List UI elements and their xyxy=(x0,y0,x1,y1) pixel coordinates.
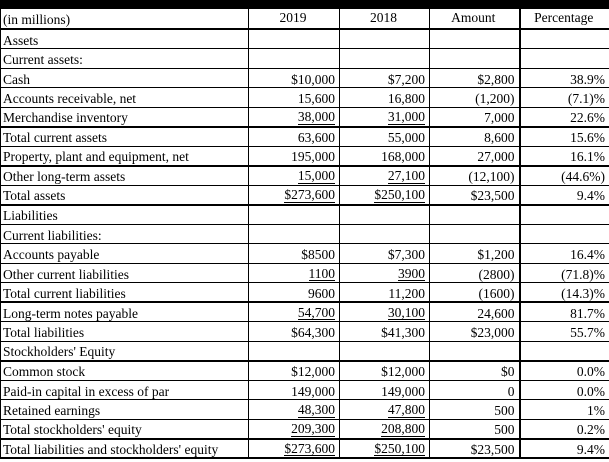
table-row xyxy=(1,263,609,283)
cell-2018 xyxy=(340,400,430,420)
cell-2019 xyxy=(249,224,340,244)
cell-2019 xyxy=(249,341,340,361)
table-row xyxy=(1,244,609,264)
cell-percentage: 9.4% xyxy=(520,439,609,459)
cell-2018-value: 31,000 xyxy=(387,109,425,124)
cell-2019: 195,000 xyxy=(249,146,340,166)
row-label: Property, plant and equipment, net xyxy=(1,146,249,166)
cell-2018 xyxy=(340,107,430,127)
row-label: Accounts payable xyxy=(1,244,249,264)
row-label: Current assets: xyxy=(1,49,249,69)
cell-amount: $2,800 xyxy=(430,68,520,88)
row-label: Cash xyxy=(1,68,249,88)
row-label: Common stock xyxy=(1,361,249,381)
cell-2018: 55,000 xyxy=(340,127,430,147)
cell-2019-value: 15,000 xyxy=(297,168,335,183)
cell-percentage: 16.4% xyxy=(520,244,609,264)
cell-2018: $41,300 xyxy=(340,322,430,342)
cell-2019 xyxy=(249,263,340,283)
table-row xyxy=(1,380,609,400)
cell-2018: $7,300 xyxy=(340,244,430,264)
cell-percentage: 81.7% xyxy=(520,302,609,322)
cell-percentage: (7.1)% xyxy=(520,88,609,108)
cell-percentage: 0.0% xyxy=(520,380,609,400)
cell-2018-value: $250,100 xyxy=(374,440,425,456)
column-header-amount: Amount xyxy=(430,8,520,29)
cell-amount: 500 xyxy=(430,400,520,420)
cell-percentage: (44.6%) xyxy=(520,166,609,186)
table-row xyxy=(1,49,609,69)
header-row xyxy=(1,8,609,29)
table-row xyxy=(1,302,609,322)
row-label: Merchandise inventory xyxy=(1,107,249,127)
cell-amount: $23,500 xyxy=(430,185,520,205)
row-label: Total liabilities xyxy=(1,322,249,342)
row-label: Long-term notes payable xyxy=(1,302,249,322)
cell-amount: (12,100) xyxy=(430,166,520,186)
cell-2018: $7,200 xyxy=(340,68,430,88)
cell-percentage: (71.8)% xyxy=(520,263,609,283)
cell-2019 xyxy=(249,439,340,459)
cell-2018 xyxy=(340,439,430,459)
table-row xyxy=(1,283,609,303)
cell-2019: 9600 xyxy=(249,283,340,303)
cell-2019 xyxy=(249,166,340,186)
row-label: Accounts receivable, net xyxy=(1,88,249,108)
cell-amount xyxy=(430,341,520,361)
cell-percentage: 0.0% xyxy=(520,361,609,381)
cell-2019-value: $273,600 xyxy=(284,440,335,456)
cell-amount xyxy=(430,224,520,244)
table-row xyxy=(1,127,609,147)
table-row xyxy=(1,107,609,127)
table-row xyxy=(1,341,609,361)
cell-amount: 0 xyxy=(430,380,520,400)
cell-amount: $1,200 xyxy=(430,244,520,264)
cell-percentage: 22.6% xyxy=(520,107,609,127)
row-label: Total assets xyxy=(1,185,249,205)
cell-2019: $8500 xyxy=(249,244,340,264)
table-row xyxy=(1,400,609,420)
cell-2018 xyxy=(340,166,430,186)
cell-2019: 15,600 xyxy=(249,88,340,108)
row-label: Stockholders' Equity xyxy=(1,341,249,361)
column-header-2019: 2019 xyxy=(249,8,340,29)
cell-amount: 7,000 xyxy=(430,107,520,127)
cell-percentage: 15.6% xyxy=(520,127,609,147)
column-header-2018: 2018 xyxy=(340,8,430,29)
cell-2018-value: 3900 xyxy=(398,265,425,281)
cell-amount: $23,500 xyxy=(430,439,520,459)
cell-2019-value: $273,600 xyxy=(284,187,335,202)
cell-2018: $12,000 xyxy=(340,361,430,381)
cell-2018-value: 27,100 xyxy=(387,168,425,183)
cell-percentage: 0.2% xyxy=(520,419,609,439)
table-row xyxy=(1,146,609,166)
cell-amount: 8,600 xyxy=(430,127,520,147)
cell-amount: (1600) xyxy=(430,283,520,303)
cell-2019-value: 38,000 xyxy=(297,109,335,124)
cell-percentage: 9.4% xyxy=(520,185,609,205)
cell-percentage: 1% xyxy=(520,400,609,420)
table-row xyxy=(1,205,609,225)
column-header-label: (in millions) xyxy=(1,8,249,29)
table-row xyxy=(1,322,609,342)
cell-2018: 16,800 xyxy=(340,88,430,108)
cell-percentage xyxy=(520,341,609,361)
cell-amount: (2800) xyxy=(430,263,520,283)
cell-2018: 11,200 xyxy=(340,283,430,303)
row-label: Total current assets xyxy=(1,127,249,147)
cell-2019: 149,000 xyxy=(249,380,340,400)
cell-2019-value: 54,700 xyxy=(297,304,335,320)
cell-2019: $64,300 xyxy=(249,322,340,342)
column-header-percentage: Percentage xyxy=(520,8,609,29)
cell-2019 xyxy=(249,49,340,69)
cell-2018 xyxy=(340,185,430,205)
table-row xyxy=(1,88,609,108)
cell-2019: 63,600 xyxy=(249,127,340,147)
cell-2018 xyxy=(340,49,430,69)
cell-2018: 149,000 xyxy=(340,380,430,400)
row-label: Retained earnings xyxy=(1,400,249,420)
cell-2019-value: 209,300 xyxy=(291,421,335,436)
cell-2019 xyxy=(249,302,340,322)
cell-2019-value: 48,300 xyxy=(297,402,335,417)
cell-2018 xyxy=(340,302,430,322)
cell-percentage xyxy=(520,49,609,69)
cell-2019: $12,000 xyxy=(249,361,340,381)
cell-amount xyxy=(430,29,520,49)
cell-amount: 500 xyxy=(430,419,520,439)
cell-2019 xyxy=(249,400,340,420)
row-label: Current liabilities: xyxy=(1,224,249,244)
table-row xyxy=(1,419,609,439)
cell-2018 xyxy=(340,205,430,225)
cell-2018 xyxy=(340,419,430,439)
cell-2018 xyxy=(340,29,430,49)
cell-amount xyxy=(430,205,520,225)
cell-percentage xyxy=(520,205,609,225)
cell-percentage: 55.7% xyxy=(520,322,609,342)
table-row xyxy=(1,224,609,244)
table-row xyxy=(1,439,609,459)
table-body xyxy=(1,29,609,458)
cell-2018: 168,000 xyxy=(340,146,430,166)
cell-2018 xyxy=(340,224,430,244)
cell-2019-value: 1100 xyxy=(308,265,335,281)
cell-2019 xyxy=(249,419,340,439)
cell-2019 xyxy=(249,185,340,205)
table-row xyxy=(1,185,609,205)
cell-percentage: (14.3)% xyxy=(520,283,609,303)
cell-amount: (1,200) xyxy=(430,88,520,108)
row-label: Total liabilities and stockholders' equity xyxy=(1,439,249,459)
cell-percentage: 38.9% xyxy=(520,68,609,88)
cell-2018-value: 47,800 xyxy=(387,402,425,417)
cell-2019 xyxy=(249,205,340,225)
cell-amount xyxy=(430,49,520,69)
table-header xyxy=(1,8,609,29)
cell-2018-value: $250,100 xyxy=(374,187,425,202)
table-row xyxy=(1,166,609,186)
top-black-band xyxy=(0,0,609,7)
table-row xyxy=(1,361,609,381)
cell-2019 xyxy=(249,29,340,49)
cell-2018 xyxy=(340,263,430,283)
cell-percentage xyxy=(520,224,609,244)
row-label: Assets xyxy=(1,29,249,49)
cell-amount: $23,000 xyxy=(430,322,520,342)
row-label: Total current liabilities xyxy=(1,283,249,303)
cell-2019: $10,000 xyxy=(249,68,340,88)
row-label: Other current liabilities xyxy=(1,263,249,283)
cell-percentage: 16.1% xyxy=(520,146,609,166)
cell-amount: 27,000 xyxy=(430,146,520,166)
row-label: Total stockholders' equity xyxy=(1,419,249,439)
cell-amount: $0 xyxy=(430,361,520,381)
table-row xyxy=(1,29,609,49)
comparative-balance-sheet-table xyxy=(0,7,609,459)
cell-2018 xyxy=(340,341,430,361)
row-label: Other long-term assets xyxy=(1,166,249,186)
cell-percentage xyxy=(520,29,609,49)
row-label: Liabilities xyxy=(1,205,249,225)
cell-2018-value: 30,100 xyxy=(387,304,425,320)
cell-amount: 24,600 xyxy=(430,302,520,322)
cell-2018-value: 208,800 xyxy=(381,421,425,436)
table-row xyxy=(1,68,609,88)
cell-2019 xyxy=(249,107,340,127)
row-label: Paid-in capital in excess of par xyxy=(1,380,249,400)
